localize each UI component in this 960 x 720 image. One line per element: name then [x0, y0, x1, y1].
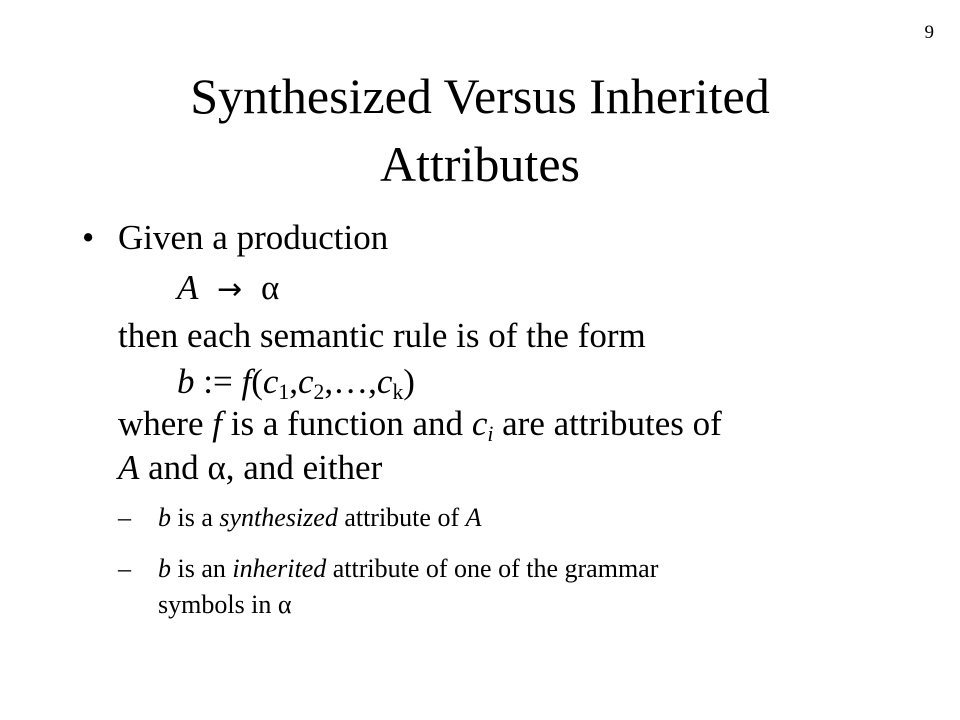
sub2-b: b [158, 554, 171, 583]
rule-intro-line: then each semantic rule is of the form [118, 316, 646, 355]
sub2-line2-pre: symbols in [158, 590, 278, 619]
sub2-rest: attribute of one of the grammar [326, 554, 659, 583]
rule-close: ) [403, 362, 415, 401]
and-line [118, 448, 382, 488]
title-line-1: Synthesized Versus Inherited [190, 68, 770, 124]
bullet-point: • [82, 218, 95, 257]
production-rhs: α [261, 268, 280, 307]
sub1-A: A [465, 503, 482, 532]
rule-b: b [177, 362, 195, 401]
sub1-b: b [158, 503, 171, 532]
rule-ck: c [376, 362, 393, 401]
rule-c1: c [262, 362, 279, 401]
slide-title [80, 62, 880, 198]
rule-f: f [241, 362, 252, 401]
sub-bullet-1 [158, 502, 482, 534]
rule-sub-k: k [392, 380, 404, 405]
production-lhs: A [177, 268, 199, 307]
where-post: are attributes of [493, 404, 722, 443]
where-i: i [487, 422, 494, 447]
sub-bullet-2-dash: – [118, 554, 131, 583]
where-c: c [471, 404, 488, 443]
sub-bullet-2 [158, 553, 658, 585]
page-number: 9 [924, 22, 934, 43]
sub2-kind: inherited [232, 554, 327, 583]
sub-bullet-2-cont [158, 589, 292, 621]
where-line [118, 404, 722, 447]
title-line-2: Attributes [380, 136, 580, 192]
rule-open: ( [251, 362, 263, 401]
rule-sub-1: 1 [278, 380, 290, 405]
rule-assign: := [194, 362, 242, 401]
where-f: f [212, 404, 222, 443]
semantic-rule [177, 362, 415, 405]
sub-bullet-1-dash: – [118, 503, 131, 532]
rule-c2: c [298, 362, 314, 401]
arrow-icon: → [217, 272, 243, 307]
and-word: and [139, 448, 208, 487]
and-alpha: α [207, 448, 226, 487]
rule-comma: , [289, 362, 298, 401]
sub2-alpha: α [277, 590, 292, 619]
sub2-is-an: is an [171, 554, 233, 583]
sub1-rest: attribute of [337, 503, 466, 532]
intro-line: Given a production [118, 218, 389, 257]
rule-dots: ,…, [324, 362, 377, 401]
rule-sub-2: 2 [313, 380, 325, 405]
production [177, 268, 279, 310]
where-pre: where [118, 404, 213, 443]
sub1-is-a: is a [171, 503, 220, 532]
and-A: A [118, 448, 140, 487]
where-mid: is a function and [222, 404, 472, 443]
and-rest: , and either [225, 448, 383, 487]
sub1-kind: synthesized [219, 503, 338, 532]
